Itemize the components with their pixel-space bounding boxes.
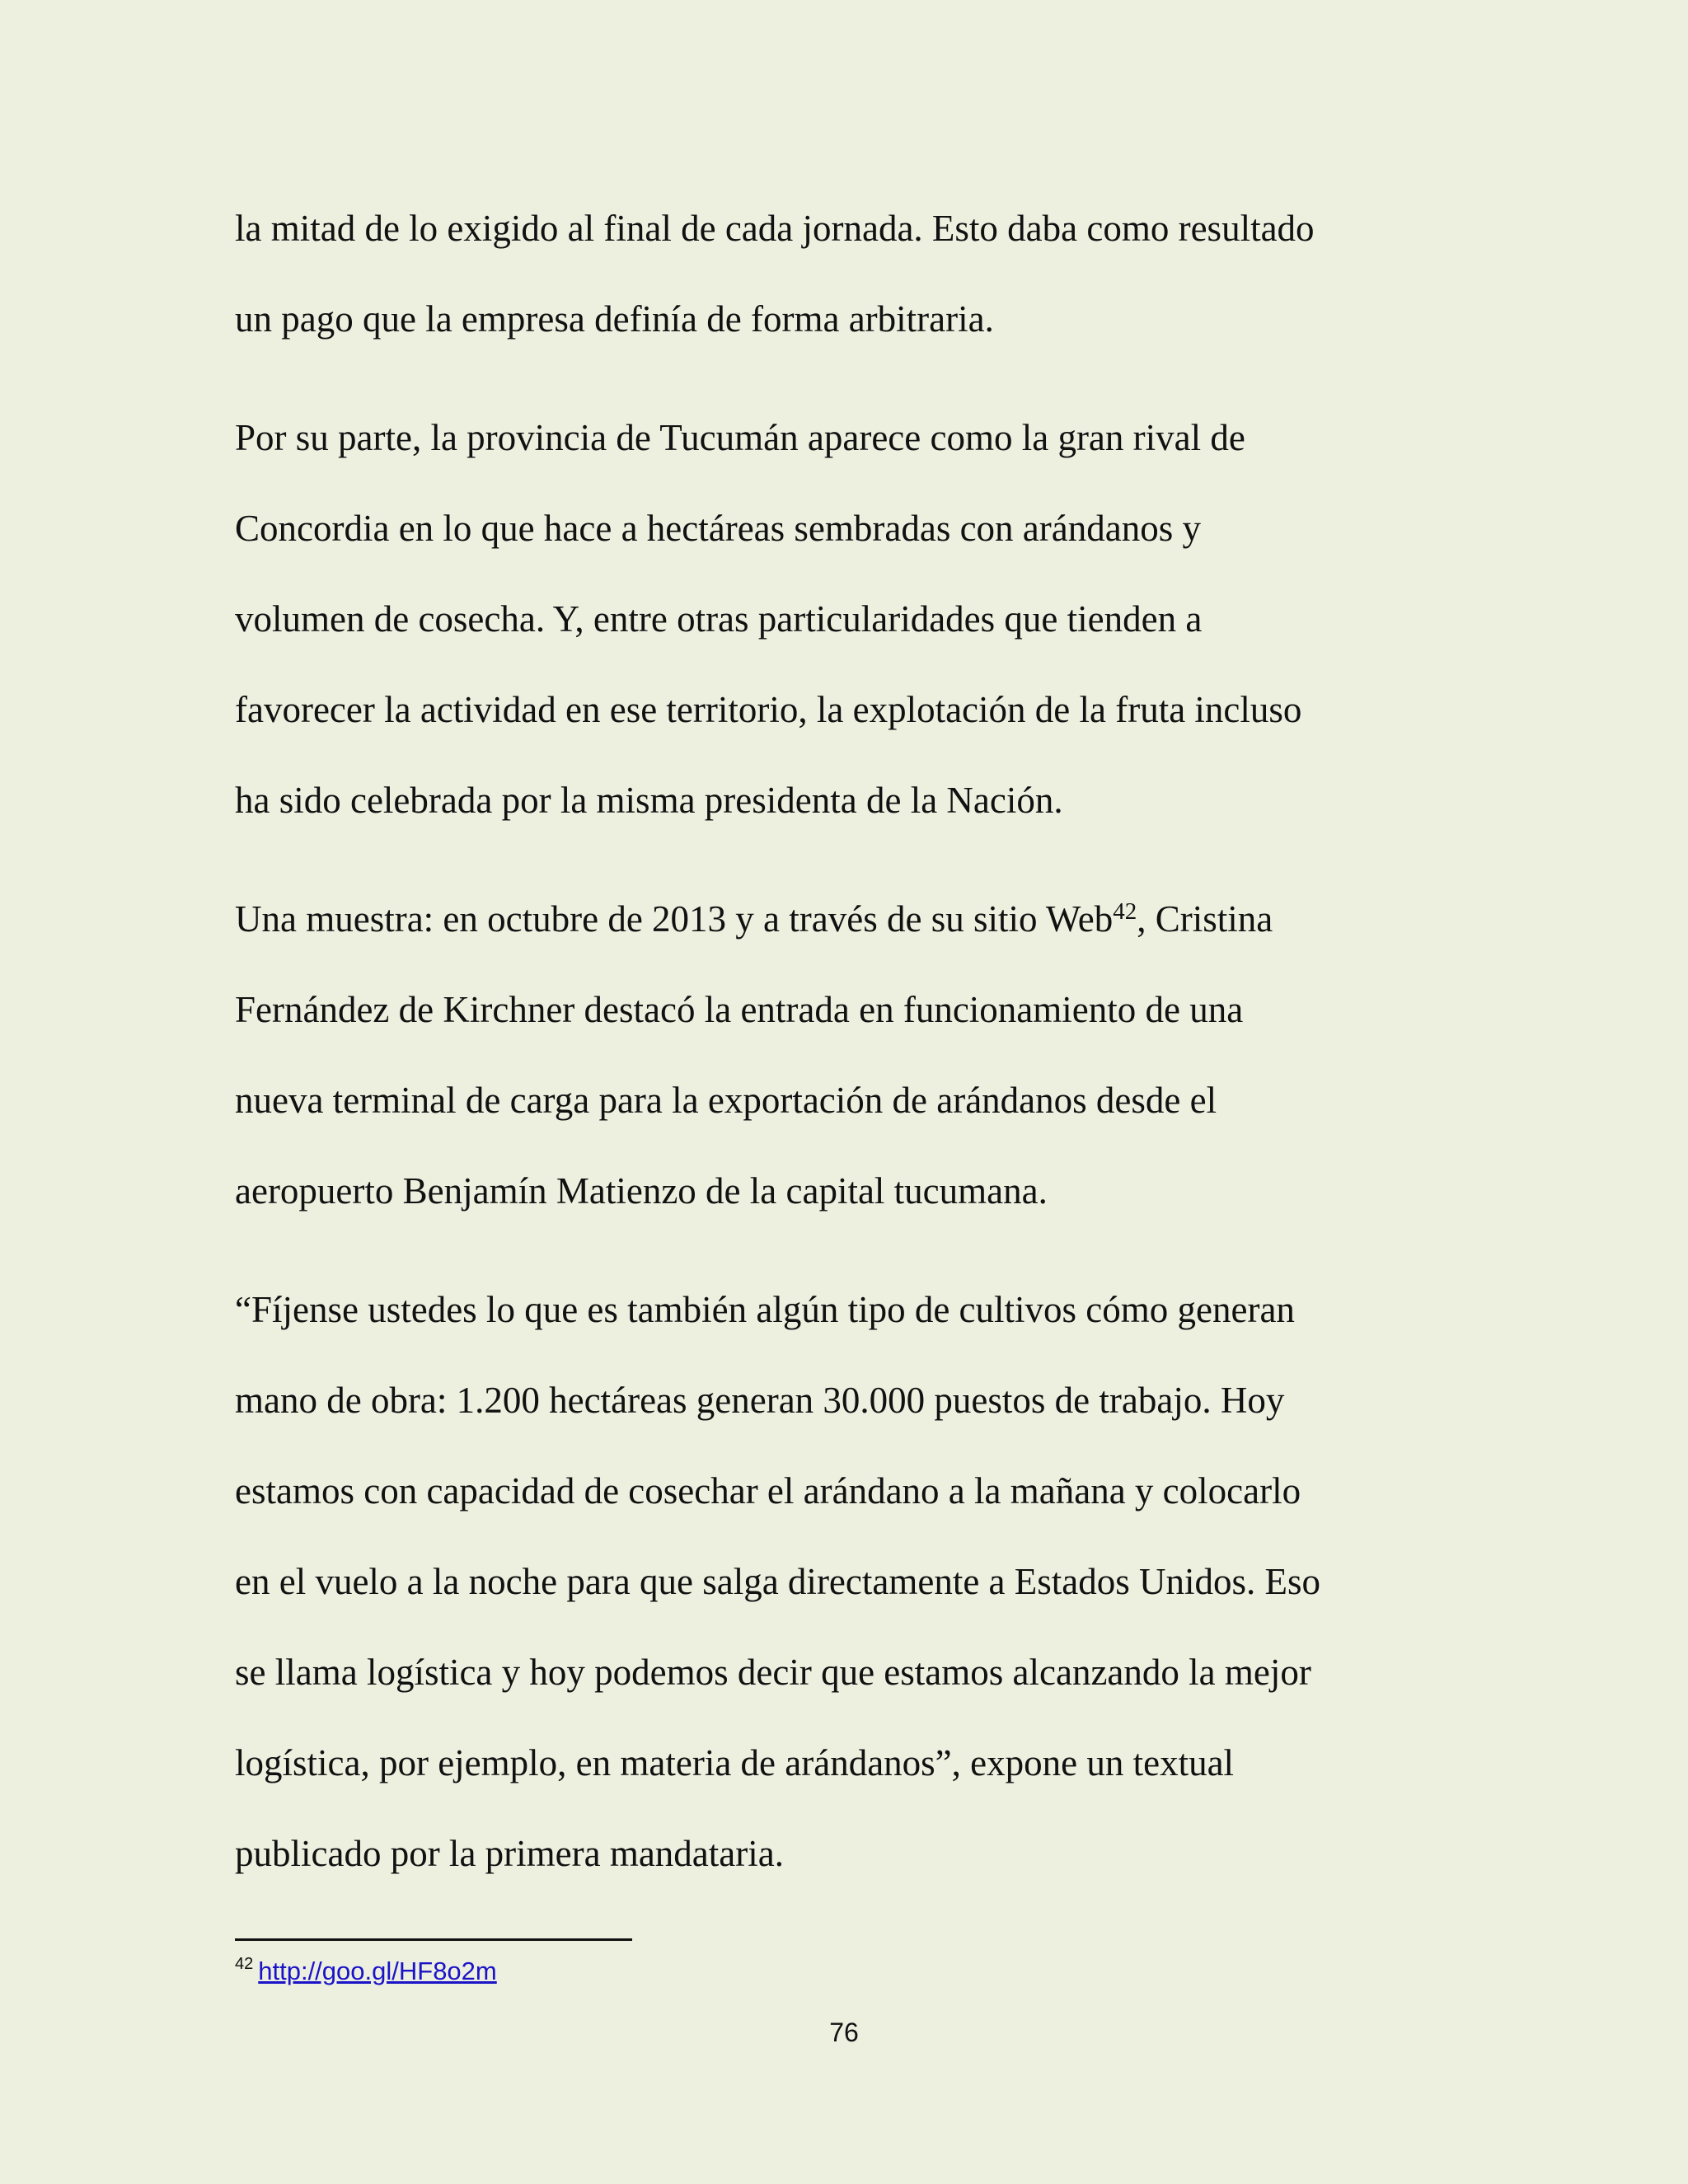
text-line: aeropuerto Benjamín Matienzo de la capital tucumana. [235, 1170, 1048, 1212]
footnote-link[interactable]: http://goo.gl/HF8o2m [258, 1957, 497, 1985]
text-line: un pago que la empresa definía de forma arbitraria. [235, 298, 994, 340]
text-line: en el vuelo a la noche para que salga directamente a Estados Unidos. Eso [235, 1561, 1321, 1602]
paragraph-3 [235, 874, 1455, 1236]
footnote-separator [235, 1938, 632, 1941]
footnote-number: 42 [235, 1955, 254, 1973]
page-number: 76 [829, 2018, 859, 2047]
text-line: Concordia en lo que hace a hectáreas sembradas con arándanos y [235, 508, 1201, 549]
line-text-before-reference: Una muestra: en octubre de 2013 y a través de su sitio Web [235, 898, 1114, 940]
text-line-with-footnote-reference [235, 874, 1455, 964]
text-line: Fernández de Kirchner destacó la entrada en funcionamiento de una [235, 989, 1244, 1030]
text-line: logística, por ejemplo, en materia de arándanos”, expone un textual [235, 1742, 1235, 1783]
text-line: estamos con capacidad de cosechar el arándano a la mañana y colocarlo [235, 1470, 1301, 1511]
paragraph-2 [235, 392, 1455, 846]
text-line: nueva terminal de carga para la exportación de arándanos desde el [235, 1080, 1217, 1121]
text-line: ha sido celebrada por la misma presidenta de la Nación. [235, 780, 1063, 821]
footnote-reference: 42 [1113, 898, 1137, 925]
text-line: se llama logística y hoy podemos decir que estamos alcanzando la mejor [235, 1652, 1311, 1693]
line-text-after-reference: , Cristina [1137, 898, 1273, 940]
paragraph-4-quote [235, 1264, 1455, 1899]
text-line: mano de obra: 1.200 hectáreas generan 30.000 puestos de trabajo. Hoy [235, 1380, 1285, 1421]
text-line: “Fíjense ustedes lo que es también algún tipo de cultivos cómo generan [235, 1289, 1295, 1330]
paragraph-1 [235, 183, 1455, 364]
body-text [235, 183, 1455, 1927]
text-line: Por su parte, la provincia de Tucumán aparece como la gran rival de [235, 417, 1245, 458]
text-line: la mitad de lo exigido al final de cada jornada. Esto daba como resultado [235, 208, 1315, 249]
text-line: favorecer la actividad en ese territorio, la explotación de la fruta incluso [235, 689, 1302, 730]
footnote [235, 1953, 497, 1990]
text-line: publicado por la primera mandataria. [235, 1833, 784, 1874]
text-line: volumen de cosecha. Y, entre otras particularidades que tienden a [235, 598, 1203, 640]
